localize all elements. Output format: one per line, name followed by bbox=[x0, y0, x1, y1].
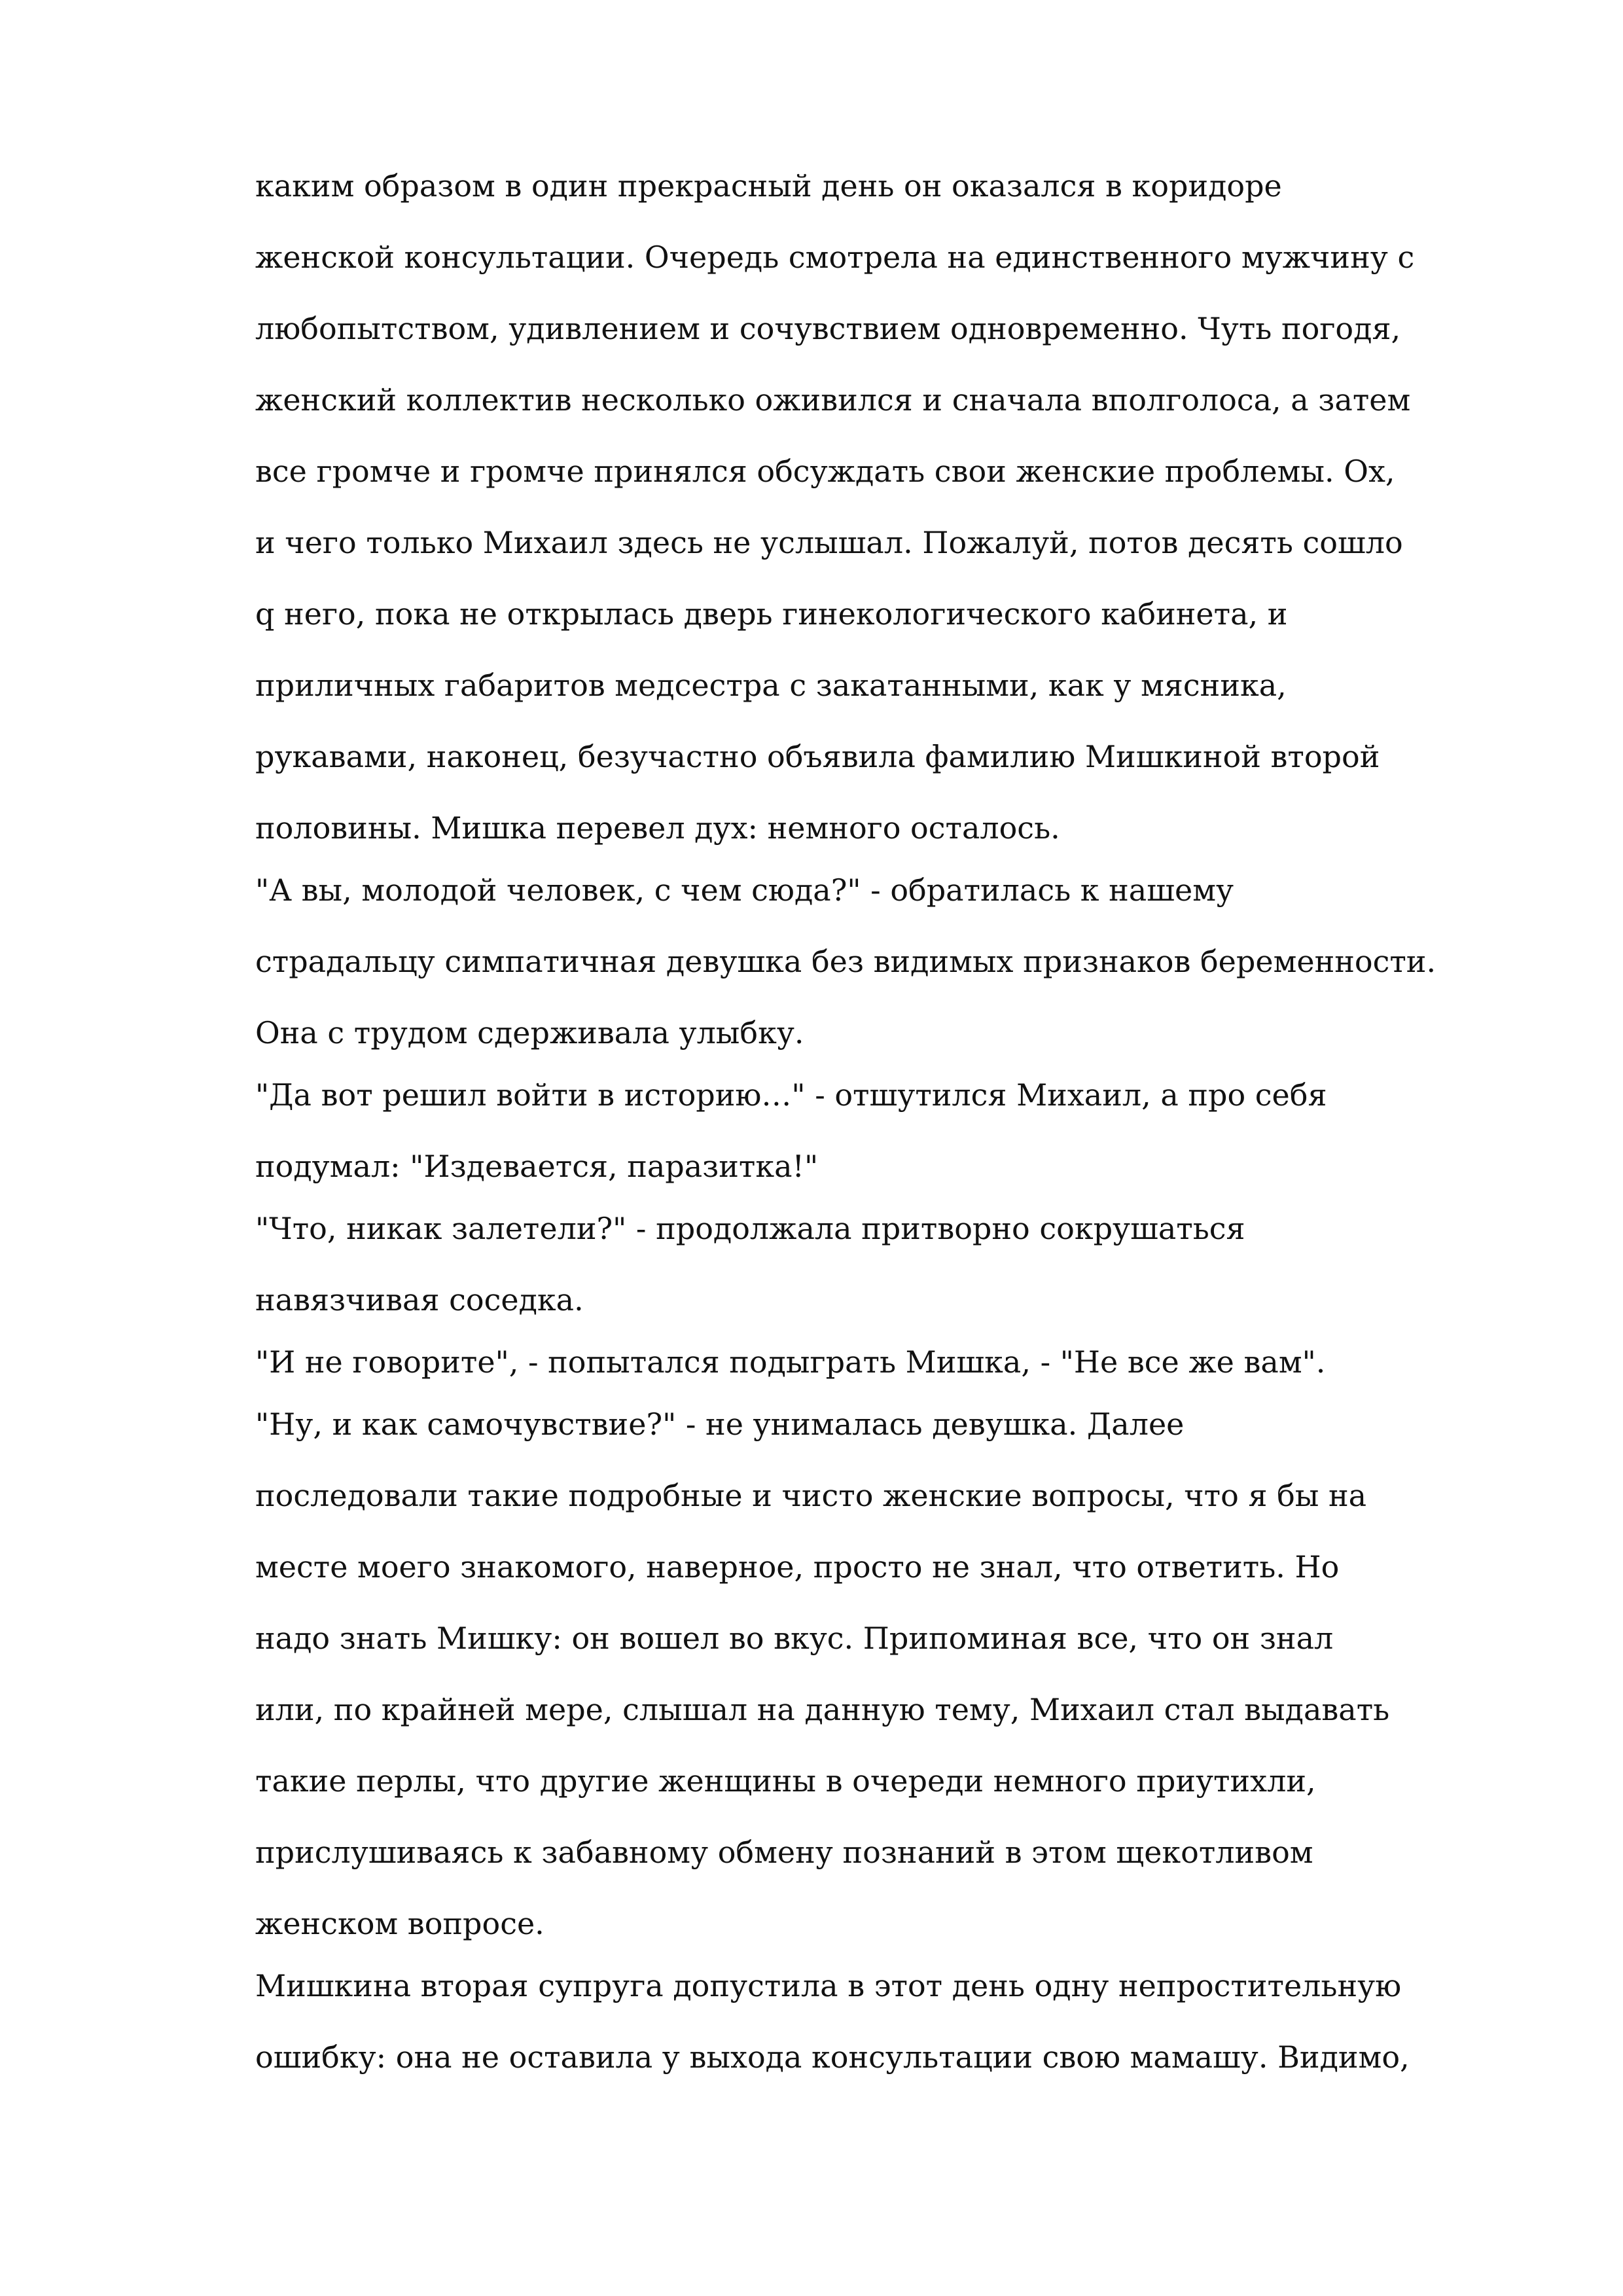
text-line: ошибку: она не оставила у выхода консультации свою мамашу. Видимо, bbox=[255, 2039, 1410, 2075]
text-line: прислушиваясь к забавному обмену познаний в этом щекотливом bbox=[255, 1835, 1313, 1870]
text-line: q него, пока не открылась дверь гинекологического кабинета, и bbox=[255, 596, 1288, 632]
text-line: "Да вот решил войти в историю…" - отшутился Михаил, а про себя bbox=[255, 1077, 1327, 1113]
text-line: и чего только Михаил здесь не услышал. Пожалуй, потов десять сошло bbox=[255, 525, 1403, 560]
text-line: Мишкина вторая супруга допустила в этот день одну непростительную bbox=[255, 1968, 1402, 2003]
text-line: последовали такие подробные и чисто женские вопросы, что я бы на bbox=[255, 1478, 1367, 1513]
text-line: "Что, никак залетели?" - продолжала притворно сокрушаться bbox=[255, 1211, 1245, 1246]
text-line: половины. Мишка перевел дух: немного осталось. bbox=[255, 810, 1060, 846]
text-line: или, по крайней мере, слышал на данную тему, Михаил стал выдавать bbox=[255, 1692, 1390, 1727]
text-line: такие перлы, что другие женщины в очереди немного приутихли, bbox=[255, 1763, 1316, 1799]
text-line: рукавами, наконец, безучастно объявила фамилию Мишкиной второй bbox=[255, 739, 1380, 774]
text-line: каким образом в один прекрасный день он оказался в коридоре bbox=[255, 168, 1282, 204]
text-line: приличных габаритов медсестра с закатанными, как у мясника, bbox=[255, 668, 1287, 703]
text-line: любопытством, удивлением и сочувствием одновременно. Чуть погодя, bbox=[255, 311, 1401, 346]
text-line: подумал: "Издевается, паразитка!" bbox=[255, 1149, 819, 1184]
text-line: "А вы, молодой человек, с чем сюда?" - обратилась к нашему bbox=[255, 872, 1234, 908]
text-line: женском вопросе. bbox=[255, 1906, 544, 1941]
text-line: женский коллектив несколько оживился и сначала вполголоса, а затем bbox=[255, 382, 1411, 418]
text-line: навязчивая соседка. bbox=[255, 1282, 584, 1318]
text-line: надо знать Мишку: он вошел во вкус. Припоминая все, что он знал bbox=[255, 1621, 1334, 1656]
text-line: все громче и громче принялся обсуждать свои женские проблемы. Ох, bbox=[255, 454, 1395, 489]
text-line: месте моего знакомого, наверное, просто не знал, что ответить. Но bbox=[255, 1549, 1340, 1585]
text-line: "И не говорите", - попытался подыграть Мишка, - "Не все же вам". bbox=[255, 1344, 1326, 1380]
text-line: Она с трудом сдерживала улыбку. bbox=[255, 1015, 804, 1050]
body-text bbox=[255, 151, 1436, 2093]
text-line: страдальцу симпатичная девушка без видимых признаков беременности. bbox=[255, 944, 1436, 979]
text-line: "Ну, и как самочувствие?" - не унималась девушка. Далее bbox=[255, 1407, 1185, 1442]
text-line: женской консультации. Очередь смотрела на единственного мужчину с bbox=[255, 240, 1415, 275]
